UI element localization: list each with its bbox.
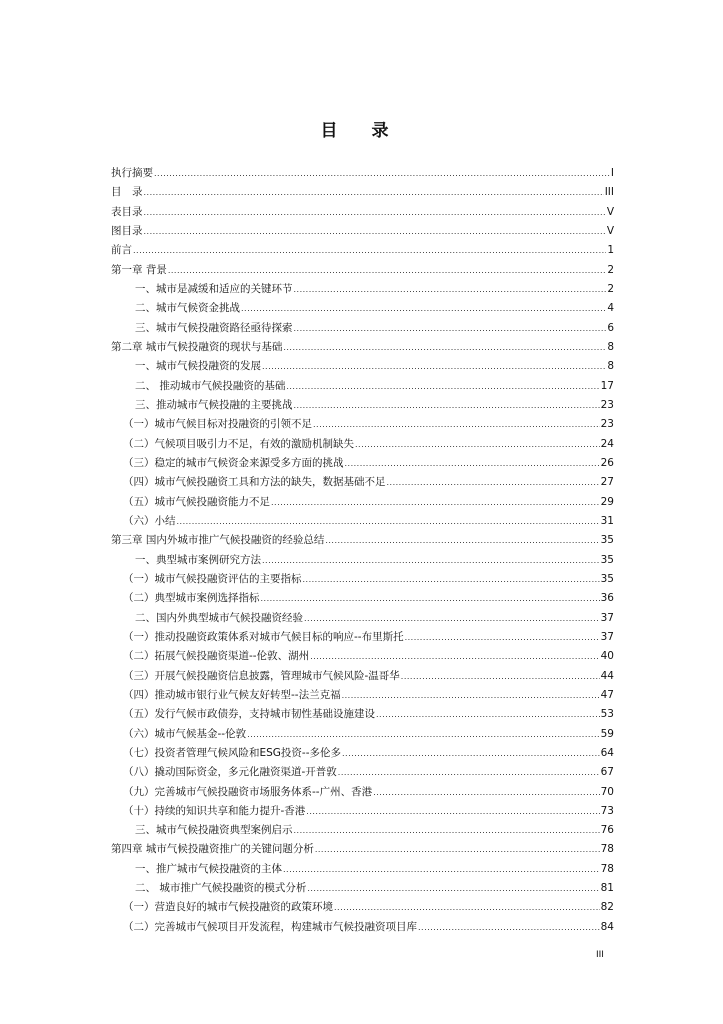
toc-entry-page: 53 [600,708,614,721]
toc-entry[interactable] [111,164,614,183]
toc-entry-page: 84 [600,920,614,933]
toc-entry[interactable] [111,725,614,744]
toc-entry-page: V [606,205,614,218]
toc-dot-leader [294,396,600,415]
toc-entry[interactable] [111,763,614,782]
toc-dot-leader [294,821,600,840]
toc-entry[interactable] [111,802,614,821]
toc-dot-leader [387,473,600,492]
toc-entry[interactable] [111,686,614,705]
toc-dot-leader [345,454,600,473]
toc-entry-title: 第四章 城市气候投融资推广的关键问题分析 [111,843,314,856]
toc-entry-page: 2 [607,263,614,276]
toc-entry-title: （二）完善城市气候项目开发流程，构建城市气候投融资项目库 [123,920,417,933]
toc-entry-page: 82 [600,901,614,914]
toc-entry-page: 37 [600,611,614,624]
toc-entry-title: 二、 城市推广气候投融资的模式分析 [135,882,307,895]
toc-entry-title: 前言 [111,244,132,257]
toc-entry-title: （七）投资者管理气候风险和ESG投资--多伦多 [123,746,342,759]
toc-dot-leader [283,860,600,879]
toc-entry-title: 二、城市气候资金挑战 [135,302,240,315]
toc-entry-title: （三）开展气候投融资信息披露，管理城市气候风险-温哥华 [123,669,400,682]
toc-entry-page: 44 [600,669,614,682]
toc-entry[interactable] [111,454,614,473]
toc-dot-leader [418,918,600,937]
toc-dot-leader [144,183,604,202]
toc-dot-leader [241,299,606,318]
toc-dot-leader [376,705,600,724]
toc-dot-leader [325,531,599,550]
toc-dot-leader [315,840,600,859]
toc-entry-title: 第二章 城市气候投融资的现状与基础 [111,340,283,353]
toc-entry-title: （二）气候项目吸引力不足，有效的激励机制缺失 [123,437,354,450]
toc-dot-leader [177,512,600,531]
toc-dot-leader [338,763,600,782]
toc-entry-page: 76 [600,824,614,837]
toc-entry[interactable] [111,840,614,859]
toc-entry-title: 二、 推动城市气候投融资的基础 [135,379,286,392]
toc-entry[interactable] [111,338,614,357]
toc-dot-leader [154,164,610,183]
toc-entry-page: 36 [600,592,614,605]
toc-entry-title: （四）城市气候投融资工具和方法的缺失，数据基础不足 [123,476,386,489]
toc-entry[interactable] [111,589,614,608]
toc-entry-title: 三、推动城市气候投融的主要挑战 [135,398,293,411]
toc-dot-leader [283,338,606,357]
toc-dot-leader [262,551,600,570]
toc-dot-leader [294,319,607,338]
toc-entry[interactable] [111,261,614,280]
toc-entry[interactable] [111,898,614,917]
toc-dot-leader [294,280,607,299]
toc-entry-title: （十）持续的知识共享和能力提升-香港 [123,804,306,817]
toc-entry-page: 8 [607,360,614,373]
toc-entry-title: 第一章 背景 [111,263,167,276]
toc-entry[interactable] [111,783,614,802]
toc-entry-page: 35 [600,553,614,566]
toc-entry[interactable] [111,435,614,454]
toc-entry-title: 一、城市是减缓和适应的关键环节 [135,282,293,295]
toc-entry-page: 17 [600,379,614,392]
toc-entry[interactable] [111,879,614,898]
toc-entry-page: 35 [600,572,614,585]
toc-dot-leader [144,222,606,241]
toc-entry-page: V [606,224,614,237]
toc-entry-title: （六）小结 [123,514,176,527]
toc-dot-leader [271,493,600,512]
toc-entry-page: 8 [607,340,614,353]
page-number: III [596,950,604,960]
toc-entry-title: 目 录 [111,186,143,199]
toc-entry[interactable] [111,821,614,840]
toc-entry[interactable] [111,667,614,686]
toc-entry-page: 81 [600,882,614,895]
toc-entry-title: 三、城市气候投融资典型案例启示 [135,824,293,837]
toc-entry-page: 78 [600,843,614,856]
toc-entry-title: 表目录 [111,205,143,218]
toc-entry-title: （九）完善城市气候投融资市场服务体系--广州、香港 [123,785,373,798]
toc-entry-page: 47 [600,688,614,701]
toc-entry-title: （五）城市气候投融资能力不足 [123,495,270,508]
toc-entry[interactable] [111,512,614,531]
table-of-contents [111,164,614,937]
toc-entry-page: I [610,167,614,179]
toc-entry-title: 图目录 [111,224,143,237]
page-title: 目 录 [320,121,403,141]
toc-entry-title: （八）撬动国际资金，多元化融资渠道-开普敦 [123,766,337,779]
toc-entry-page: 59 [600,727,614,740]
toc-entry-title: （二）拓展气候投融资渠道--伦敦、湖州 [123,650,310,663]
toc-entry-page: 6 [607,321,614,334]
toc-entry-page: 31 [600,514,614,527]
toc-entry-page: III [604,186,614,199]
toc-entry-title: （一）城市气候投融资评估的主要指标 [123,572,302,585]
toc-entry[interactable] [111,744,614,763]
toc-dot-leader [342,744,600,763]
toc-dot-leader [342,686,600,705]
toc-entry[interactable] [111,183,614,202]
toc-dot-leader [405,628,600,647]
toc-entry[interactable] [111,705,614,724]
toc-entry-page: 64 [600,746,614,759]
toc-entry[interactable] [111,299,614,318]
toc-dot-leader [133,241,606,260]
toc-dot-leader [307,879,599,898]
toc-entry[interactable] [111,280,614,299]
toc-entry[interactable] [111,377,614,396]
toc-dot-leader [306,802,599,821]
toc-entry-title: （二）典型城市案例选择指标 [123,592,260,605]
toc-entry[interactable] [111,473,614,492]
toc-entry[interactable] [111,551,614,570]
toc-entry[interactable] [111,319,614,338]
toc-entry-page: 27 [600,476,614,489]
toc-entry[interactable] [111,570,614,589]
toc-dot-leader [286,377,599,396]
toc-entry-page: 70 [600,785,614,798]
toc-entry[interactable] [111,203,614,222]
toc-entry-title: 执行摘要 [111,167,153,179]
toc-dot-leader [303,570,600,589]
toc-entry[interactable] [111,647,614,666]
toc-entry-page: 24 [600,437,614,450]
toc-entry-page: 23 [600,398,614,411]
toc-entry-page: 73 [600,804,614,817]
toc-entry[interactable] [111,609,614,628]
toc-entry-title: 第三章 国内外城市推广气候投融资的经验总结 [111,534,325,547]
toc-dot-leader [247,725,600,744]
toc-dot-leader [304,609,600,628]
toc-dot-leader [401,667,600,686]
toc-entry-page: 1 [607,244,614,257]
toc-entry-page: 23 [600,418,614,431]
toc-dot-leader [310,647,600,666]
toc-entry[interactable] [111,628,614,647]
toc-entry-page: 29 [600,495,614,508]
toc-dot-leader [313,415,600,434]
toc-dot-leader [168,261,606,280]
toc-entry-title: 一、典型城市案例研究方法 [135,553,261,566]
toc-entry-title: 一、城市气候投融资的发展 [135,360,261,373]
toc-entry-title: （一）城市气候目标对投融资的引领不足 [123,418,312,431]
toc-entry-page: 35 [600,534,614,547]
toc-entry-page: 37 [600,630,614,643]
toc-entry-title: （一）推动投融资政策体系对城市气候目标的响应--布里斯托 [123,630,404,643]
toc-entry-page: 67 [600,766,614,779]
toc-entry-title: （三）稳定的城市气候资金来源受多方面的挑战 [123,456,344,469]
toc-dot-leader [334,898,600,917]
toc-entry[interactable] [111,531,614,550]
toc-entry-title: 二、国内外典型城市气候投融资经验 [135,611,303,624]
toc-entry[interactable] [111,241,614,260]
toc-entry-title: （六）城市气候基金--伦敦 [123,727,247,740]
toc-entry-title: （一）营造良好的城市气候投融资的政策环境 [123,901,333,914]
toc-entry[interactable] [111,357,614,376]
toc-entry-page: 26 [600,456,614,469]
toc-entry[interactable] [111,222,614,241]
toc-entry[interactable] [111,493,614,512]
toc-entry[interactable] [111,415,614,434]
toc-entry-page: 4 [607,302,614,315]
toc-entry[interactable] [111,918,614,937]
toc-dot-leader [144,203,606,222]
toc-dot-leader [262,357,606,376]
toc-entry[interactable] [111,860,614,879]
toc-dot-leader [355,435,600,454]
toc-dot-leader [261,589,600,608]
toc-entry-title: 一、推广城市气候投融资的主体 [135,862,282,875]
toc-entry-page: 40 [600,650,614,663]
toc-entry-page: 78 [600,862,614,875]
toc-entry[interactable] [111,396,614,415]
toc-entry-title: 三、城市气候投融资路径亟待探索 [135,321,293,334]
toc-entry-page: 2 [607,282,614,295]
toc-entry-title: （四）推动城市银行业气候友好转型--法兰克福 [123,688,341,701]
toc-entry-title: （五）发行气候市政债券，支持城市韧性基础设施建设 [123,708,375,721]
toc-dot-leader [373,783,600,802]
